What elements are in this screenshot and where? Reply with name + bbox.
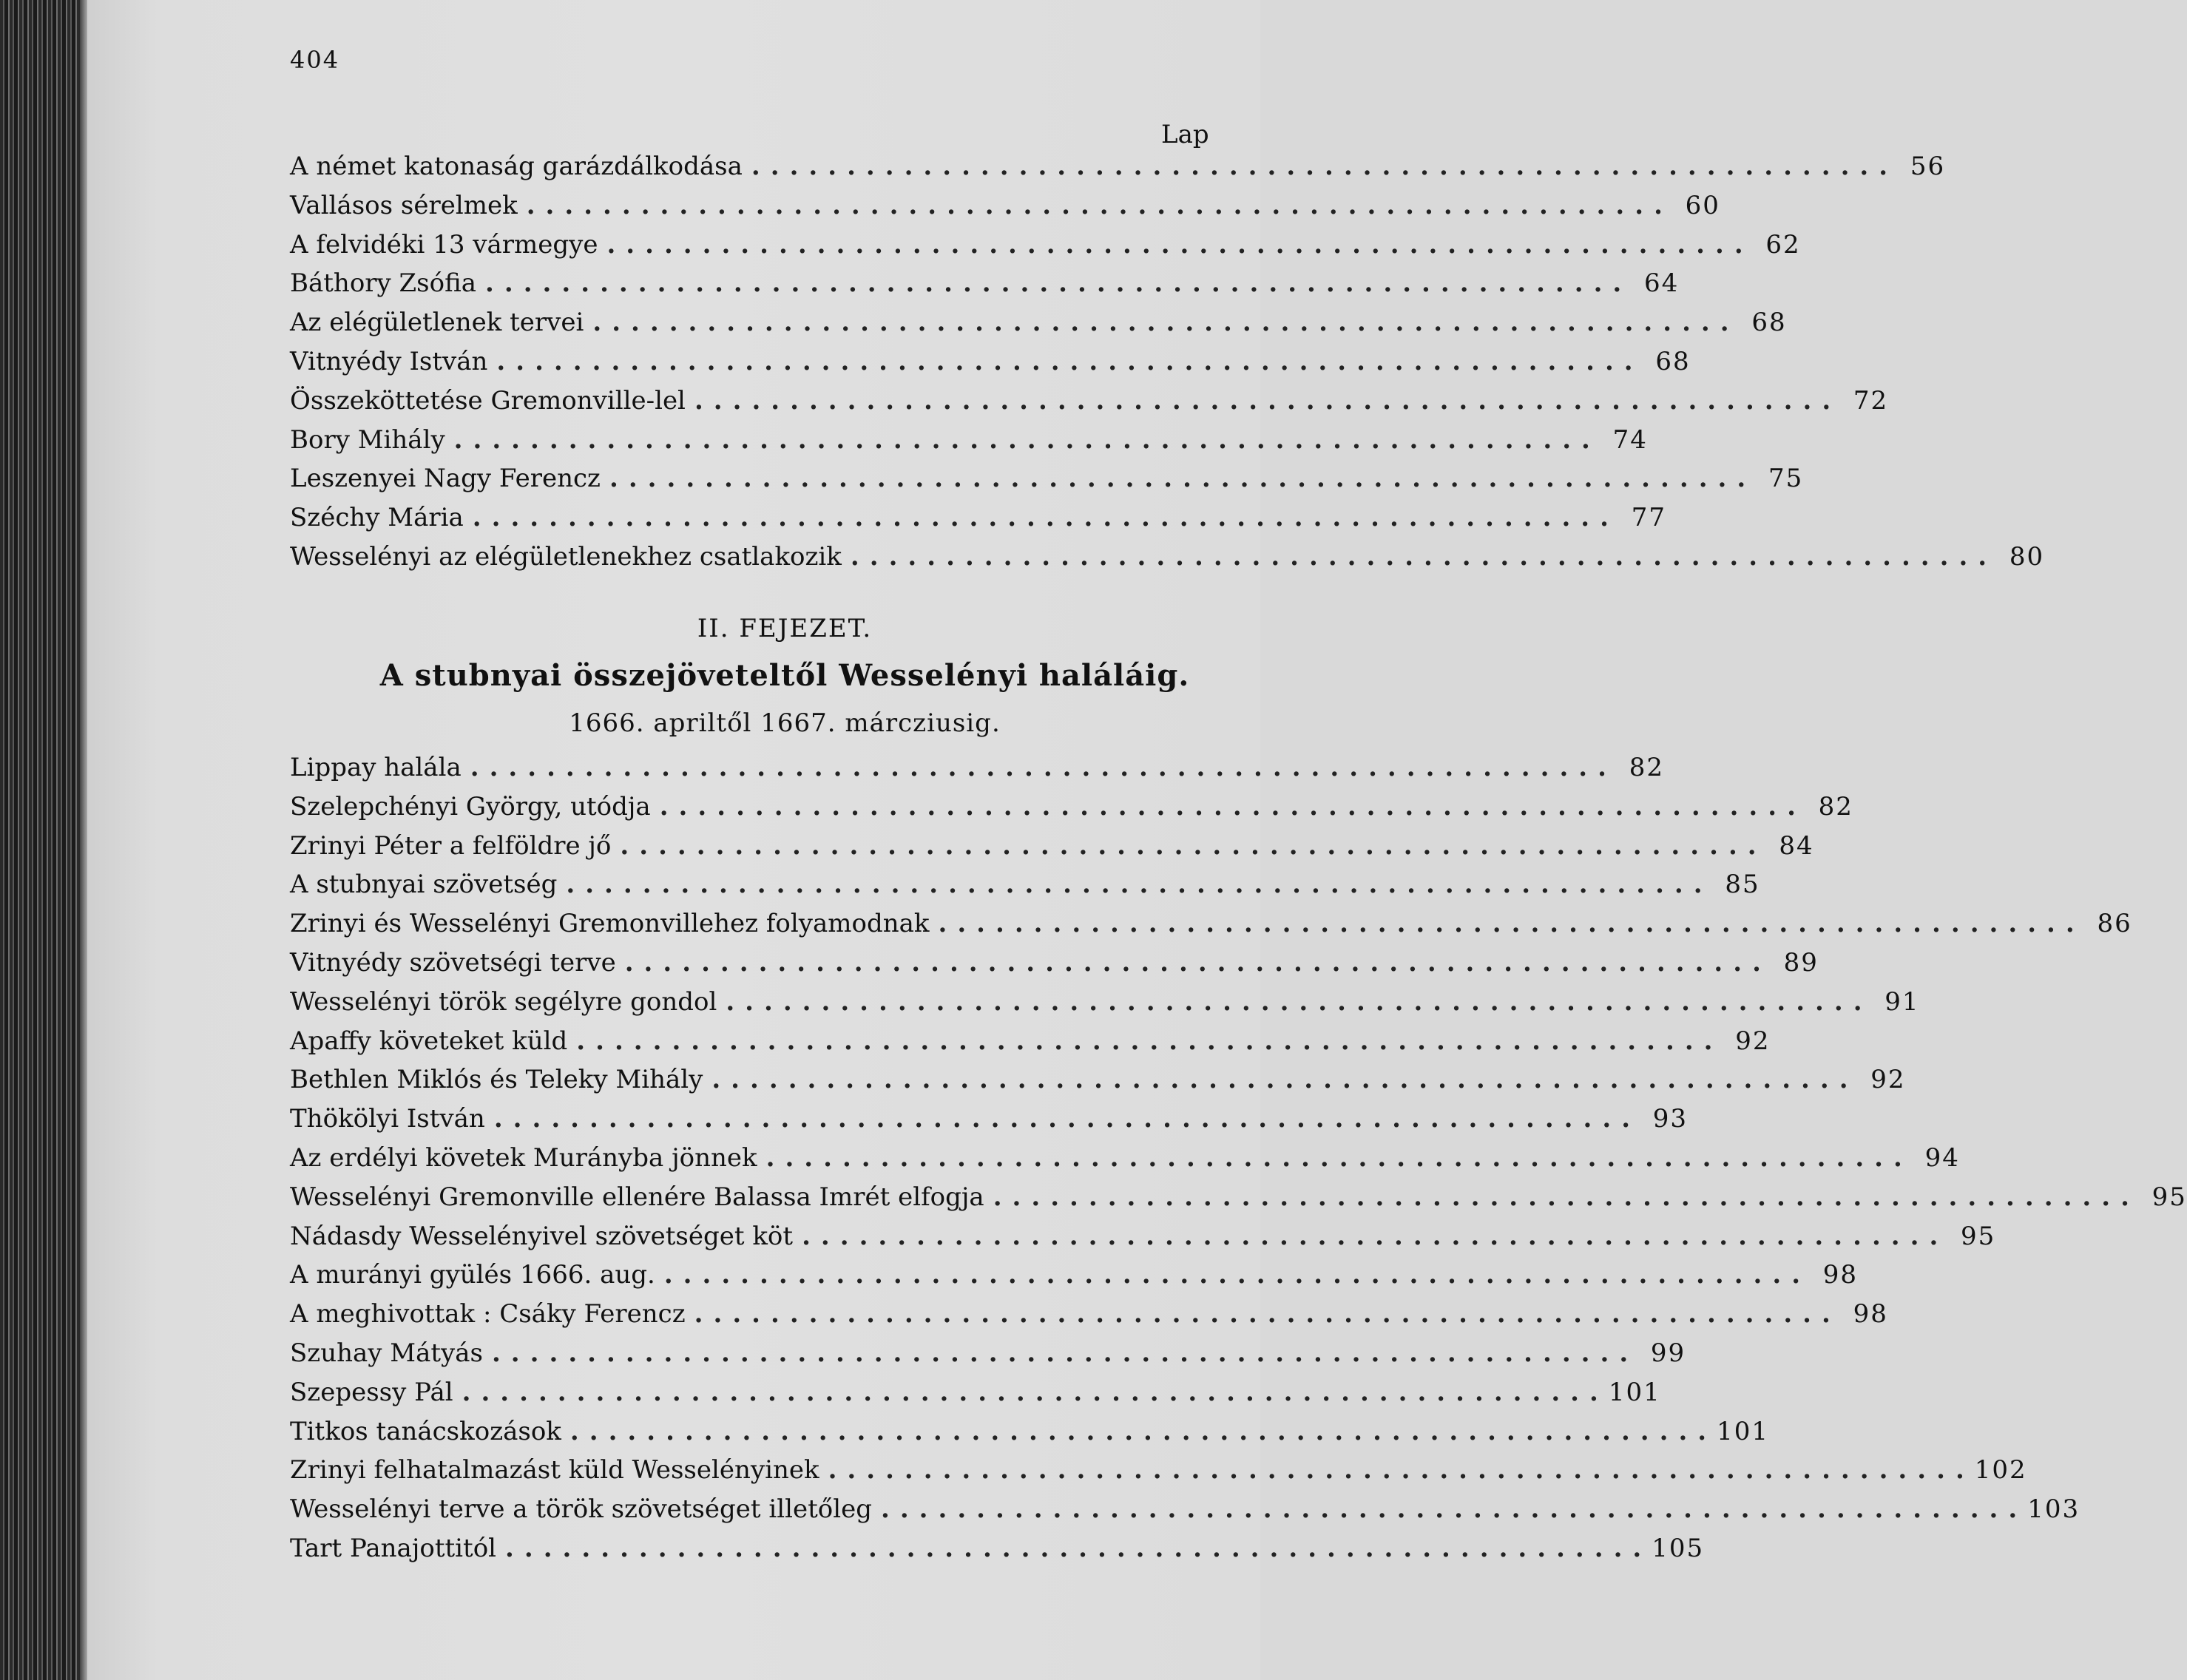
toc-leader-dots: ............................................................ bbox=[751, 152, 1899, 181]
toc-entry-page: 80 bbox=[2009, 541, 2045, 572]
toc-entry-page: 68 bbox=[1655, 346, 1691, 376]
toc-entry-page: 85 bbox=[1725, 870, 1760, 900]
toc-entry bbox=[290, 830, 1814, 870]
toc-leader-dots: ............................................................ bbox=[485, 268, 1632, 299]
chapter-dates: 1666. apriltől 1667. márcziusig. bbox=[569, 708, 1001, 738]
toc-entry-title: Nádasdy Wesselényivel szövetséget köt bbox=[290, 1221, 794, 1251]
toc-leader-dots: ............................................................ bbox=[938, 909, 2085, 939]
toc-entry-title: Apaffy követeket küld bbox=[290, 1026, 568, 1056]
toc-entry-title: Szepessy Pál bbox=[290, 1377, 453, 1407]
chapter-title: A stubnyai összejöveteltől Wesselényi haláláig. bbox=[379, 658, 1190, 693]
toc-entry-title: A stubnyai szövetség bbox=[290, 870, 558, 900]
chapter-label: II. FEJEZET. bbox=[697, 614, 873, 643]
toc-entry-title: Báthory Zsófia bbox=[290, 268, 477, 299]
toc-entry bbox=[290, 1065, 1906, 1104]
toc-leader-dots: ............................................................ bbox=[472, 503, 1619, 533]
toc-entry-page: 93 bbox=[1652, 1104, 1689, 1134]
toc-entry-title: Wesselényi török segélyre gondol bbox=[290, 986, 717, 1017]
toc-leader-dots: ............................................................ bbox=[620, 830, 1767, 861]
toc-leader-dots: ............................................................ bbox=[526, 190, 1673, 220]
toc-entry-title: A német katonaság garázdálkodása bbox=[290, 152, 743, 181]
toc-entry-title: Wesselényi terve a török szövetséget illetőleg bbox=[290, 1494, 872, 1525]
toc-entry-page: 64 bbox=[1644, 268, 1680, 299]
toc-entry-page: 103 bbox=[2027, 1494, 2080, 1525]
toc-entry-page: 62 bbox=[1765, 229, 1801, 260]
toc-entry bbox=[290, 791, 1853, 831]
toc-entry-page: 92 bbox=[1735, 1026, 1771, 1056]
toc-entry bbox=[290, 1026, 1771, 1066]
toc-entry bbox=[290, 870, 1760, 909]
book-page-edge bbox=[0, 0, 87, 1680]
toc-leader-dots: ............................................................ bbox=[711, 1065, 1859, 1095]
toc-entry bbox=[290, 753, 1664, 792]
toc-entry-page: 82 bbox=[1629, 753, 1664, 782]
toc-leader-dots: ............................................................ bbox=[576, 1026, 1723, 1056]
toc-entry-page: 82 bbox=[1818, 791, 1853, 822]
toc-entry bbox=[290, 1142, 1960, 1182]
toc-leader-dots: ............................................................ bbox=[765, 1142, 1913, 1173]
toc-leader-dots: ............................................................ bbox=[592, 308, 1740, 338]
toc-entry-page: 89 bbox=[1783, 947, 1819, 978]
toc-entry-page: 68 bbox=[1751, 308, 1787, 338]
toc-entry-title: Bethlen Miklós és Teleky Mihály bbox=[290, 1065, 703, 1095]
toc-entry-page: 98 bbox=[1853, 1299, 1888, 1330]
toc-entry-page: 92 bbox=[1870, 1065, 1906, 1095]
toc-entry bbox=[290, 1494, 2080, 1534]
toc-entry-title: A murányi gyülés 1666. aug. bbox=[290, 1260, 655, 1290]
page-column-header: Lap bbox=[1161, 120, 1209, 149]
toc-leader-dots: ............................................................ bbox=[694, 385, 1842, 416]
toc-entry-page: 99 bbox=[1650, 1338, 1686, 1368]
toc-leader-dots: ............................................................ bbox=[453, 424, 1600, 455]
toc-leader-dots: ............................................................ bbox=[993, 1182, 2140, 1212]
toc-entry bbox=[290, 1455, 2027, 1494]
toc-entry bbox=[290, 1533, 1705, 1573]
toc-leader-dots: ............................................................ bbox=[493, 1104, 1641, 1134]
toc-entry bbox=[290, 1416, 1770, 1456]
toc-entry bbox=[290, 1104, 1689, 1143]
toc-entry-page: 98 bbox=[1822, 1260, 1859, 1290]
toc-entry-page: 75 bbox=[1768, 464, 1804, 494]
toc-leader-dots: ............................................................ bbox=[491, 1338, 1639, 1368]
toc-entry-page: 105 bbox=[1652, 1533, 1705, 1563]
toc-leader-dots: ............................................................ bbox=[566, 870, 1713, 900]
toc-leader-dots: ............................................................ bbox=[659, 791, 1806, 822]
page-number: 404 bbox=[290, 46, 340, 74]
toc-entry-page: 74 bbox=[1612, 424, 1648, 455]
toc-entry-page: 56 bbox=[1910, 152, 1946, 181]
toc-section-2 bbox=[290, 753, 2187, 1573]
toc-entry-page: 102 bbox=[1974, 1455, 2027, 1486]
toc-entry-page: 86 bbox=[2097, 909, 2132, 939]
toc-entry-title: A meghivottak : Csáky Ferencz bbox=[290, 1299, 686, 1330]
toc-leader-dots: ............................................................ bbox=[624, 947, 1771, 978]
toc-entry-title: Szuhay Mátyás bbox=[290, 1338, 483, 1368]
toc-entry-title: Wesselényi az elégületlenekhez csatlakozik bbox=[290, 541, 842, 572]
toc-leader-dots: ............................................................ bbox=[462, 1377, 1609, 1407]
toc-entry-page: 94 bbox=[1924, 1142, 1960, 1173]
toc-leader-dots: ............................................................ bbox=[726, 986, 1873, 1017]
toc-leader-dots: ............................................................ bbox=[496, 346, 1643, 376]
toc-entry-page: 101 bbox=[1608, 1377, 1661, 1407]
toc-entry-title: Bory Mihály bbox=[290, 424, 445, 455]
toc-entry-page: 84 bbox=[1779, 830, 1814, 861]
toc-entry-title: Thökölyi István bbox=[290, 1104, 485, 1134]
toc-entry-title: Vallásos sérelmek bbox=[290, 190, 518, 220]
toc-entry-title: Az elégületlenek tervei bbox=[290, 308, 584, 338]
toc-entry-title: A felvidéki 13 vármegye bbox=[290, 229, 598, 260]
toc-entry-page: 91 bbox=[1885, 986, 1920, 1017]
toc-entry-title: Zrinyi és Wesselényi Gremonvillehez folyamodnak bbox=[290, 909, 930, 939]
toc-leader-dots: ............................................................ bbox=[850, 541, 1998, 572]
toc-leader-dots: ............................................................ bbox=[606, 229, 1754, 260]
toc-entry bbox=[290, 1377, 1661, 1417]
toc-entry-title: Széchy Mária bbox=[290, 503, 464, 533]
toc-entry-page: 101 bbox=[1717, 1416, 1770, 1446]
toc-entry-title: Tart Panajottitól bbox=[290, 1533, 497, 1563]
toc-leader-dots: ............................................................ bbox=[802, 1221, 1949, 1251]
toc-entry-page: 95 bbox=[1961, 1221, 1996, 1251]
toc-entry-title: Vitnyédy István bbox=[290, 346, 488, 376]
toc-entry-page: 72 bbox=[1853, 385, 1889, 416]
toc-entry bbox=[290, 986, 1920, 1026]
toc-entry-title: Az erdélyi követek Murányba jönnek bbox=[290, 1142, 757, 1173]
toc-entry bbox=[290, 1299, 1888, 1338]
toc-leader-dots: ............................................................ bbox=[470, 753, 1617, 782]
toc-entry-title: Vitnyédy szövetségi terve bbox=[290, 947, 616, 978]
toc-leader-dots: ............................................................ bbox=[505, 1533, 1652, 1563]
toc-leader-dots: ............................................................ bbox=[694, 1299, 1841, 1330]
toc-entry bbox=[290, 1221, 1996, 1261]
toc-entry-page: 77 bbox=[1631, 503, 1666, 533]
toc-entry-title: Leszenyei Nagy Ferencz bbox=[290, 464, 601, 494]
toc-entry-title: Titkos tanácskozások bbox=[290, 1416, 561, 1446]
toc-entry-title: Lippay halála bbox=[290, 753, 462, 782]
toc-entry bbox=[290, 1260, 1859, 1299]
toc-leader-dots: ............................................................ bbox=[663, 1260, 1811, 1290]
toc-leader-dots: ............................................................ bbox=[569, 1416, 1717, 1446]
chapter-heading-block bbox=[87, 0, 1260, 813]
toc-leader-dots: ............................................................ bbox=[828, 1455, 1975, 1486]
toc-entry bbox=[290, 1338, 1686, 1378]
toc-entry bbox=[290, 947, 1819, 987]
toc-entry-page: 60 bbox=[1685, 190, 1720, 220]
toc-entry bbox=[290, 909, 2132, 948]
toc-leader-dots: ............................................................ bbox=[881, 1494, 2028, 1525]
toc-entry-title: Wesselényi Gremonville ellenére Balassa Imrét elfogja bbox=[290, 1182, 984, 1212]
toc-entry-title: Zrinyi felhatalmazást küld Wesselényinek bbox=[290, 1455, 819, 1486]
toc-entry-title: Szelepchényi György, utódja bbox=[290, 791, 651, 822]
toc-entry-title: Zrinyi Péter a felföldre jő bbox=[290, 830, 612, 861]
toc-entry bbox=[290, 1182, 2187, 1222]
toc-entry-title: Összeköttetése Gremonville-lel bbox=[290, 385, 686, 416]
toc-leader-dots: ............................................................ bbox=[609, 464, 1757, 494]
toc-entry-page: 95 bbox=[2151, 1182, 2187, 1212]
